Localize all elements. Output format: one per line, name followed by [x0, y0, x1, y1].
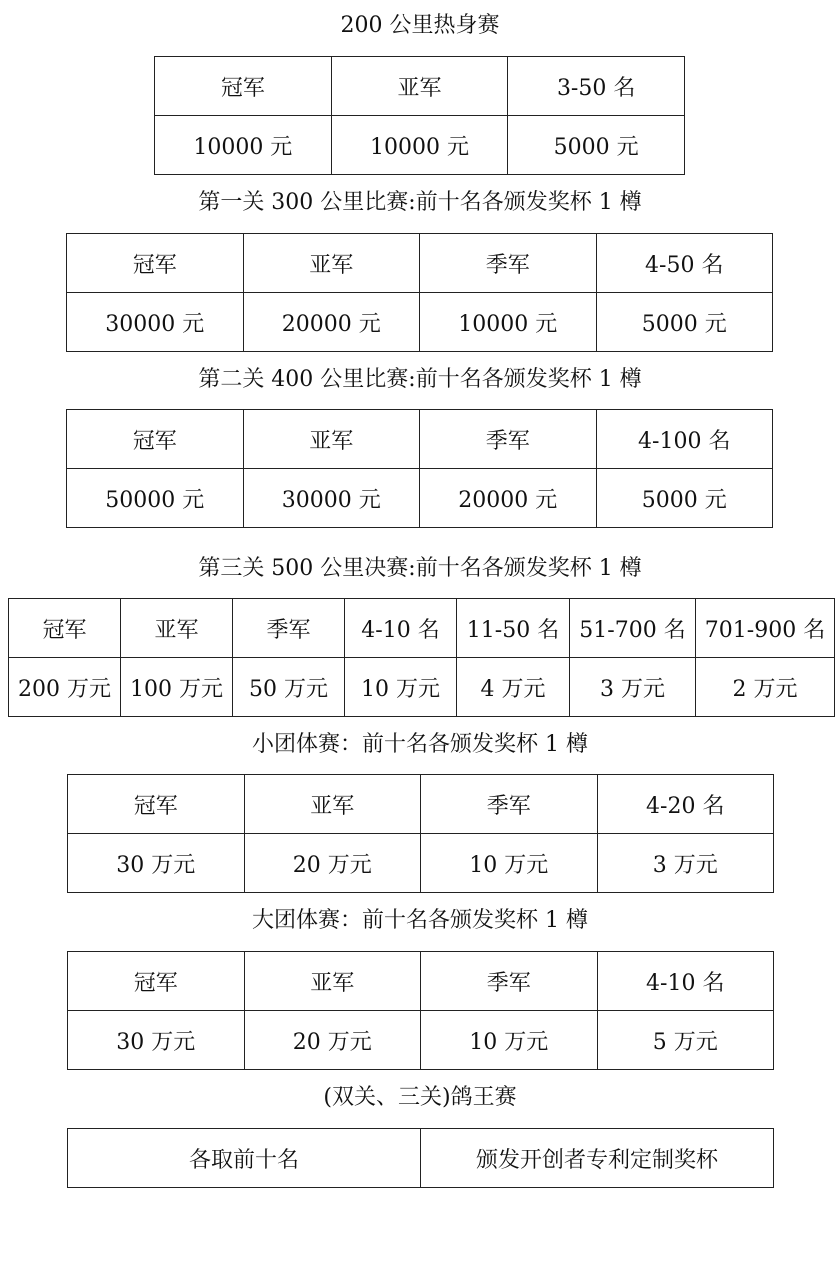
prize-value: 5000 元	[596, 469, 773, 528]
rank-header: 季军	[233, 599, 345, 658]
rank-header: 季军	[420, 410, 597, 469]
pigeon-king-race-title: (双关、三关)鸽王赛	[323, 1085, 517, 1110]
prize-value: 30000 元	[243, 469, 420, 528]
rank-header: 季军	[421, 952, 598, 1011]
table-row	[67, 293, 773, 352]
rank-header: 冠军	[68, 952, 245, 1011]
table-row	[9, 599, 835, 658]
prize-value: 20 万元	[244, 834, 421, 893]
warmup-race-table	[154, 56, 685, 175]
small-team-race-title: 小团体赛：前十名各颁发奖杯 1 樽	[252, 732, 588, 757]
prize-value: 10 万元	[421, 834, 598, 893]
rank-header: 季军	[420, 234, 597, 293]
prize-value: 200 万元	[9, 658, 121, 717]
prize-value: 5000 元	[508, 116, 685, 175]
prize-value: 5000 元	[596, 293, 773, 352]
small-team-race-table	[67, 774, 774, 893]
stage1-race-table	[66, 233, 773, 352]
table-row	[155, 57, 685, 116]
prize-value: 3 万元	[570, 658, 696, 717]
prize-value: 100 万元	[121, 658, 233, 717]
warmup-race-title: 200 公里热身赛	[340, 13, 500, 38]
prize-value: 50 万元	[233, 658, 345, 717]
rank-header: 3-50 名	[508, 57, 685, 116]
rank-header: 51-700 名	[570, 599, 696, 658]
prize-value: 30 万元	[68, 834, 245, 893]
prize-value: 5 万元	[597, 1011, 774, 1070]
prize-value: 4 万元	[457, 658, 570, 717]
prize-value: 50000 元	[67, 469, 244, 528]
prize-value: 2 万元	[696, 658, 835, 717]
rank-header: 4-10 名	[597, 952, 774, 1011]
table-row	[68, 775, 774, 834]
table-row	[155, 116, 685, 175]
rank-header: 亚军	[331, 57, 508, 116]
rank-header: 冠军	[155, 57, 332, 116]
pigeon-king-race-table	[67, 1128, 774, 1188]
prize-value: 30000 元	[67, 293, 244, 352]
stage2-race-table	[66, 409, 773, 528]
final-race-title: 第三关 500 公里决赛:前十名各颁发奖杯 1 樽	[198, 556, 642, 581]
prize-value: 20000 元	[243, 293, 420, 352]
rank-header: 冠军	[68, 775, 245, 834]
prize-value: 10 万元	[345, 658, 457, 717]
prize-value: 10 万元	[421, 1011, 598, 1070]
large-team-race-table	[67, 951, 774, 1070]
rank-header: 4-20 名	[597, 775, 774, 834]
prize-value: 10000 元	[155, 116, 332, 175]
rank-header: 701-900 名	[696, 599, 835, 658]
rank-header: 4-10 名	[345, 599, 457, 658]
prize-value: 10000 元	[331, 116, 508, 175]
prize-value: 20 万元	[244, 1011, 421, 1070]
table-row	[68, 1011, 774, 1070]
rank-header: 11-50 名	[457, 599, 570, 658]
table-row	[68, 952, 774, 1011]
award-description: 颁发开创者专利定制奖杯	[421, 1129, 774, 1188]
stage1-race-title: 第一关 300 公里比赛:前十名各颁发奖杯 1 樽	[198, 190, 642, 215]
rank-header: 冠军	[67, 234, 244, 293]
rank-header: 4-50 名	[596, 234, 773, 293]
rank-header: 亚军	[121, 599, 233, 658]
table-row	[68, 834, 774, 893]
table-row	[9, 658, 835, 717]
table-row	[68, 1129, 774, 1188]
rank-header: 季军	[421, 775, 598, 834]
prize-value: 10000 元	[420, 293, 597, 352]
prize-value: 20000 元	[420, 469, 597, 528]
rank-header: 冠军	[9, 599, 121, 658]
rank-header: 冠军	[67, 410, 244, 469]
rank-header: 亚军	[244, 775, 421, 834]
table-row	[67, 410, 773, 469]
final-race-table	[8, 598, 835, 717]
table-row	[67, 469, 773, 528]
rank-header: 亚军	[243, 234, 420, 293]
large-team-race-title: 大团体赛：前十名各颁发奖杯 1 樽	[252, 908, 588, 933]
rank-header: 亚军	[244, 952, 421, 1011]
prize-value: 30 万元	[68, 1011, 245, 1070]
prize-value: 3 万元	[597, 834, 774, 893]
rank-header: 亚军	[243, 410, 420, 469]
stage2-race-title: 第二关 400 公里比赛:前十名各颁发奖杯 1 樽	[198, 367, 642, 392]
table-row	[67, 234, 773, 293]
award-scope: 各取前十名	[68, 1129, 421, 1188]
rank-header: 4-100 名	[596, 410, 773, 469]
